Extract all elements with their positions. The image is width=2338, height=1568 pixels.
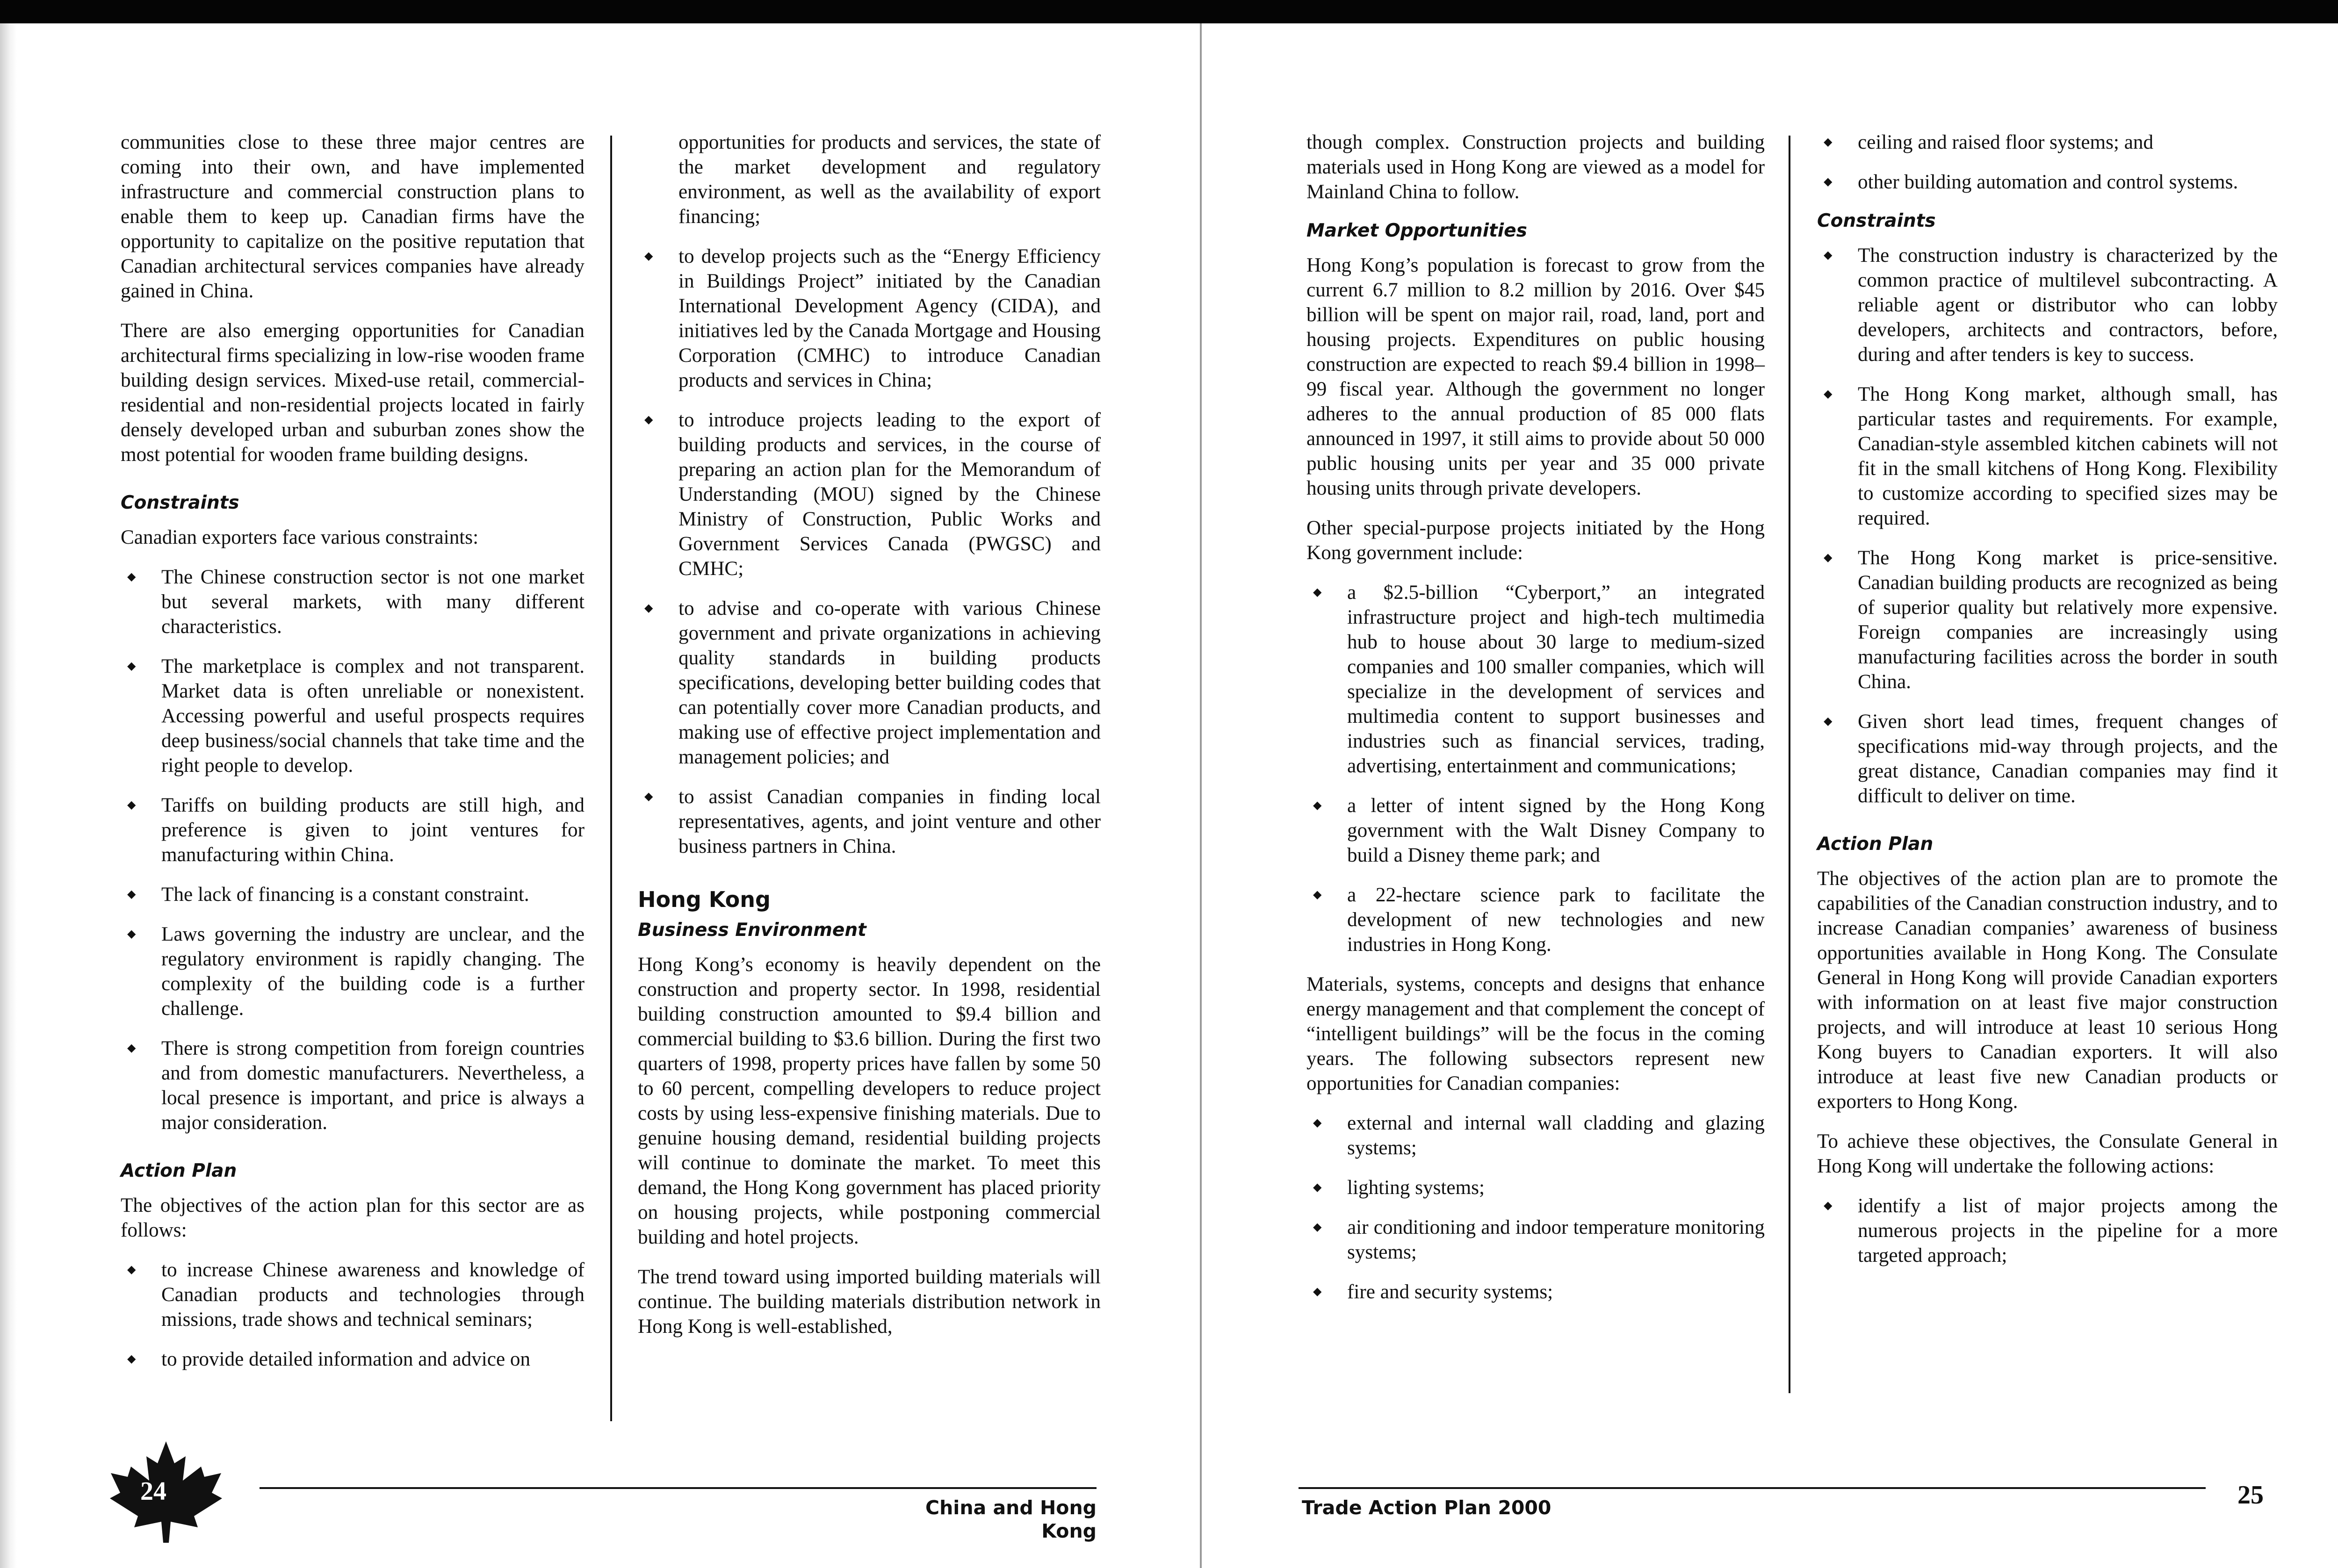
constraints-heading: Constraints [121, 492, 239, 513]
paragraph: opportunities for products and services, the state of the market development and regulatory environment, as well as the availability of export financing; [678, 131, 1101, 228]
list-item: ◆ to assist Canadian companies in finding local representatives, agents, and joint venture and other business partners in China. [638, 784, 1101, 859]
list-item: ◆ The Hong Kong market is price-sensitive. Canadian building products are recognized as being of superior quality but relatively more expensive. Foreign companies are increasingly using manufacturing facilities across the border in south China. [1817, 546, 2278, 694]
action-plan-list [121, 1258, 584, 1372]
list-item: ◆ ceiling and raised floor systems; and [1817, 130, 2278, 155]
constraints-heading: Constraints [1817, 210, 1936, 231]
list-item: ◆ lighting systems; [1306, 1175, 1765, 1200]
paragraph: The objectives of the action plan for this sector are as follows: [121, 1194, 584, 1241]
paragraph: Hong Kong’s population is forecast to grow from the current 6.7 million to 8.2 million by 2016. Over $45 billion will be spent on major rail, road, land, port and housing projects. Expenditures on public housing construction are expected to reach $9.4 billion in 1998–99 fiscal year. Although the government no longer adheres to the annual production of 85 000 flats announced in 1997, it still aims to provide about 50 000 public housing units per year and 35 000 private housing units through private developers. [1306, 254, 1765, 499]
column-divider [610, 136, 612, 1421]
constraints-list [1817, 243, 2278, 808]
page-number: 25 [2237, 1481, 2264, 1510]
footer-title: China and Hong Kong [925, 1496, 1097, 1542]
paragraph: Other special-purpose projects initiated by the Hong Kong government include: [1306, 517, 1765, 564]
list-item: ◆ external and internal wall cladding and glazing systems; [1306, 1111, 1765, 1160]
list-item: ◆ a letter of intent signed by the Hong Kong government with the Walt Disney Company to build a Disney theme park; and [1306, 793, 1765, 868]
list-item: ◆ air conditioning and indoor temperature monitoring systems; [1306, 1215, 1765, 1265]
page-number: 24 [140, 1477, 166, 1506]
column-divider [1789, 136, 1790, 1393]
paragraph: though complex. Construction projects and building materials used in Hong Kong are viewed as a model for Mainland China to follow. [1306, 131, 1765, 203]
list-item: ◆ other building automation and control systems. [1817, 170, 2278, 194]
list-item: ◆ to introduce projects leading to the export of building products and services, in the course of preparing an action plan for the Memorandum of Understanding (MOU) signed by the Chinese Ministry of Construction, Public Works and Government Services Canada (PWGSC) and CMHC; [638, 408, 1101, 581]
left-column-1 [121, 130, 584, 1387]
list-item: ◆ The Chinese construction sector is not one market but several markets, with many different characteristics. [121, 565, 584, 639]
list-item: ◆ to develop projects such as the “Energy Efficiency in Buildings Project” initiated by the Canadian International Development Agency (CIDA), and initiatives led by the Canada Mortgage and Housing Corporation (CMHC) to introduce Canadian products and services in China; [638, 244, 1101, 393]
list-item: ◆ to advise and co-operate with various Chinese government and private organizations in achieving quality standards in building products specifications, developing better building codes that can potentially cover more Canadian products, and making use of effective project implementation and management policies; and [638, 596, 1101, 770]
right-column-1 [1306, 130, 1765, 1319]
list-item: ◆ to increase Chinese awareness and knowledge of Canadian products and technologies through missions, trade shows and technical seminars; [121, 1258, 584, 1332]
scan-top-border [0, 0, 2338, 23]
list-item: ◆ a 22-hectare science park to facilitate the development of new technologies and new industries in Hong Kong. [1306, 883, 1765, 957]
list-item: ◆ identify a list of major projects among the numerous projects in the pipeline for a more targeted approach; [1817, 1194, 2278, 1268]
action-plan-heading: Action Plan [1817, 834, 1934, 855]
market-opportunities-heading: Market Opportunities [1306, 220, 1527, 241]
list-item: ◆ The marketplace is complex and not transparent. Market data is often unreliable or nonexistent. Accessing powerful and useful prospects requires deep business/social channels that take time and the right people to develop. [121, 654, 584, 778]
paragraph: Materials, systems, concepts and designs that enhance energy management and that complement the concept of “intelligent buildings” will be the focus in the coming years. The following subsectors represent new opportunities for Canadian companies: [1306, 973, 1765, 1094]
paragraph: The trend toward using imported building materials will continue. The building materials distribution network in Hong Kong is well-established, [638, 1266, 1101, 1338]
footer-rule [260, 1487, 1097, 1489]
paragraph: To achieve these objectives, the Consulate General in Hong Kong will undertake the following actions: [1817, 1130, 2278, 1177]
business-environment-heading: Business Environment [638, 920, 866, 941]
constraints-list [121, 565, 584, 1135]
paragraph: The objectives of the action plan are to promote the capabilities of the Canadian construction industry, and to increase Canadian companies’ awareness of business opportunities available in Hong Kong. The Consulate General in Hong Kong will provide Canadian exporters with information on at least five major construction projects, and will introduce at least 10 serious Hong Kong buyers to Canadian exporters. It will also introduce at least five new Canadian products or exporters to Hong Kong. [1817, 868, 2278, 1113]
list-item: ◆ Laws governing the industry are unclear, and the regulatory environment is rapidly changing. The complexity of the building code is a further challenge. [121, 922, 584, 1021]
footer-rule [1299, 1487, 2206, 1489]
list-item: ◆ fire and security systems; [1306, 1280, 1765, 1304]
left-column-2 [638, 130, 1101, 1354]
list-item: ◆ Tariffs on building products are still high, and preference is given to joint ventures for manufacturing within China. [121, 793, 584, 867]
action-plan-heading: Action Plan [121, 1160, 237, 1181]
footer-title: Trade Action Plan 2000 [1302, 1496, 1551, 1519]
list-item: ◆ There is strong competition from foreign countries and from domestic manufacturers. Nevertheless, a local presence is important, and price is always a major consideration. [121, 1036, 584, 1135]
action-plan-list-continued [638, 244, 1101, 859]
subsectors-list-continued [1817, 130, 2278, 194]
list-item: ◆ The construction industry is characterized by the common practice of multilevel subcontracting. A reliable agent or distributor who can lobby developers, architects and contractors, before, during and after tenders is key to success. [1817, 243, 2278, 367]
projects-list [1306, 580, 1765, 957]
list-item: ◆ The lack of financing is a constant constraint. [121, 882, 584, 907]
section-title: Hong Kong [638, 887, 771, 912]
list-item: ◆ to provide detailed information and advice on [121, 1347, 584, 1372]
list-item: ◆ The Hong Kong market, although small, has particular tastes and requirements. For example, Canadian-style assembled kitchen cabinets will not fit in the small kitchens of Hong Kong. Flexibility to customize according to specified sizes may be required. [1817, 382, 2278, 531]
list-item: ◆ a $2.5-billion “Cyberport,” an integrated infrastructure project and high-tech multimedia hub to house about 30 large to medium-sized companies and 100 smaller companies, which will specialize in the development of services and multimedia content to support businesses and industries such as financial services, trading, advertising, entertainment and communications; [1306, 580, 1765, 778]
paragraph: Canadian exporters face various constraints: [121, 526, 479, 548]
right-column-2 [1817, 130, 2278, 1283]
list-item: ◆ Given short lead times, frequent changes of specifications mid-way through projects, and the great distance, Canadian companies may find it difficult to deliver on time. [1817, 709, 2278, 808]
actions-list [1817, 1194, 2278, 1268]
page-edge-shadow [0, 23, 17, 1568]
paragraph: communities close to these three major centres are coming into their own, and have implemented infrastructure and commercial construction plans to enable them to keep up. Canadian firms have the opportunity to capitalize on the positive reputation that Canadian architectural services companies have already gained in China. [121, 131, 584, 302]
paragraph: Hong Kong’s economy is heavily dependent on the construction and property sector. In 1998, residential building construction amounted to $9.4 billion and commercial building to $3.6 billion. During the first two quarters of 1998, property prices have fallen by some 50 to 60 percent, compelling developers to reduce project costs by using less-expensive finishing materials. Due to genuine housing demand, residential building projects will continue to dominate the market. To meet this demand, the Hong Kong government has placed priority on housing projects, while postponing commercial building and hotel projects. [638, 954, 1101, 1248]
subsectors-list [1306, 1111, 1765, 1304]
paragraph: There are also emerging opportunities for Canadian architectural firms specializing in low-rise wooden frame building design services. Mixed-use retail, commercial-residential and non-residential projects located in fairly densely developed urban and suburban zones show the most potential for wooden frame building designs. [121, 320, 584, 466]
